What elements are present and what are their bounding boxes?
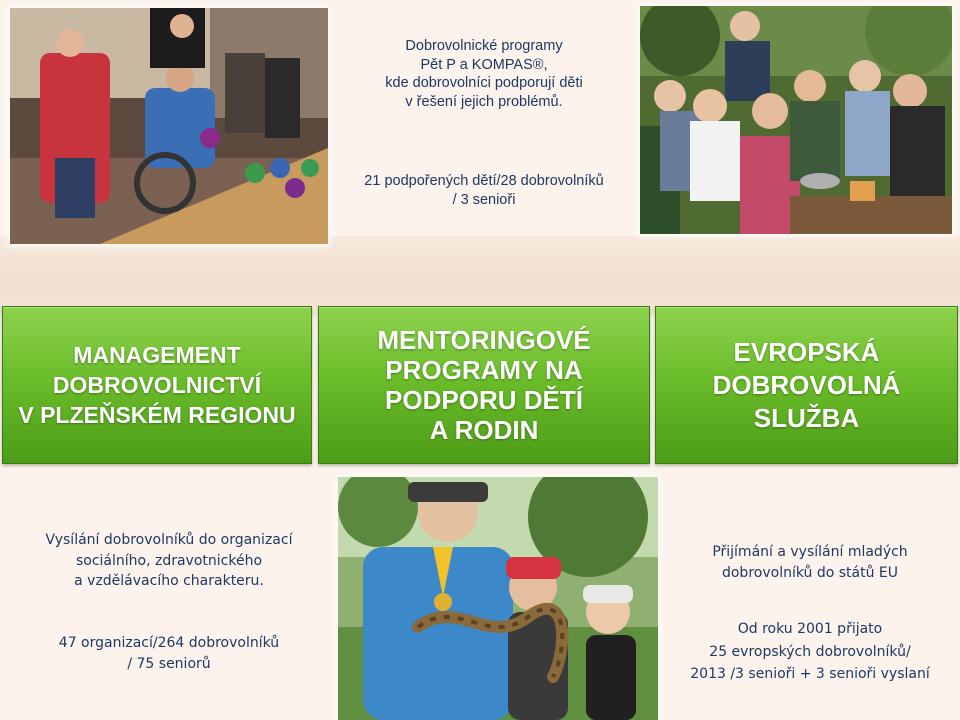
- box-line: PROGRAMY NA: [385, 355, 583, 385]
- evs-box: [655, 306, 958, 464]
- mentoring-box: [318, 306, 650, 464]
- children-with-snake-photo: [338, 477, 658, 720]
- left-stats-line: 47 organizací/264 dobrovolníků: [58, 635, 280, 651]
- top-intro-line: Pět P a KOMPAS®,: [420, 56, 548, 73]
- right-stats-line: Od roku 2001 přijato: [737, 621, 883, 637]
- left-desc-line: Vysílání dobrovolníků do organizací: [45, 532, 293, 548]
- box-line: DOBROVOLNICTVÍ: [52, 372, 262, 398]
- right-stats-line: 2013 /3 senioři + 3 senioři vyslaní: [690, 666, 930, 682]
- left-desc-line: sociálního, zdravotnického: [75, 552, 263, 569]
- box-line: MANAGEMENT: [73, 342, 241, 368]
- box-line: A RODIN: [429, 415, 539, 445]
- box-line: V PLZEŇSKÉM REGIONU: [18, 402, 296, 428]
- right-desc-line: Přijímání a vysílání mladých: [712, 544, 908, 560]
- box-line: MENTORINGOVÉ: [377, 325, 591, 355]
- left-stats: [10, 633, 328, 674]
- top-stats-text: [330, 172, 638, 209]
- right-stats-line: 25 evropských dobrovolníků/: [709, 643, 911, 660]
- left-description: [10, 530, 328, 592]
- box-line: PODPORU DĚTÍ: [385, 385, 583, 415]
- top-intro-text: [330, 37, 638, 111]
- children-camp-photo: [640, 6, 952, 234]
- box-line: DOBROVOLNÁ: [712, 369, 901, 400]
- right-description: [660, 542, 960, 583]
- box-line: SLUŽBA: [753, 402, 860, 433]
- left-stats-line: / 75 seniorů: [127, 655, 211, 672]
- left-desc-line: a vzdělávacího charakteru.: [74, 573, 264, 589]
- right-stats: [660, 618, 960, 686]
- top-intro-line: v řešení jejich problémů.: [405, 93, 563, 110]
- top-stats-line: 21 podpořených dětí/28 dobrovolníků: [364, 173, 604, 189]
- top-intro-line: kde dobrovolníci podporují děti: [385, 75, 583, 91]
- box-line: EVROPSKÁ: [733, 336, 880, 367]
- bowling-photo: [10, 8, 328, 244]
- top-intro-line: Dobrovolnické programy: [405, 38, 563, 54]
- right-desc-line: dobrovolníků do států EU: [721, 564, 899, 581]
- top-stats-line: / 3 senioři: [452, 191, 516, 208]
- management-box: [2, 306, 312, 464]
- background-band: [0, 236, 960, 316]
